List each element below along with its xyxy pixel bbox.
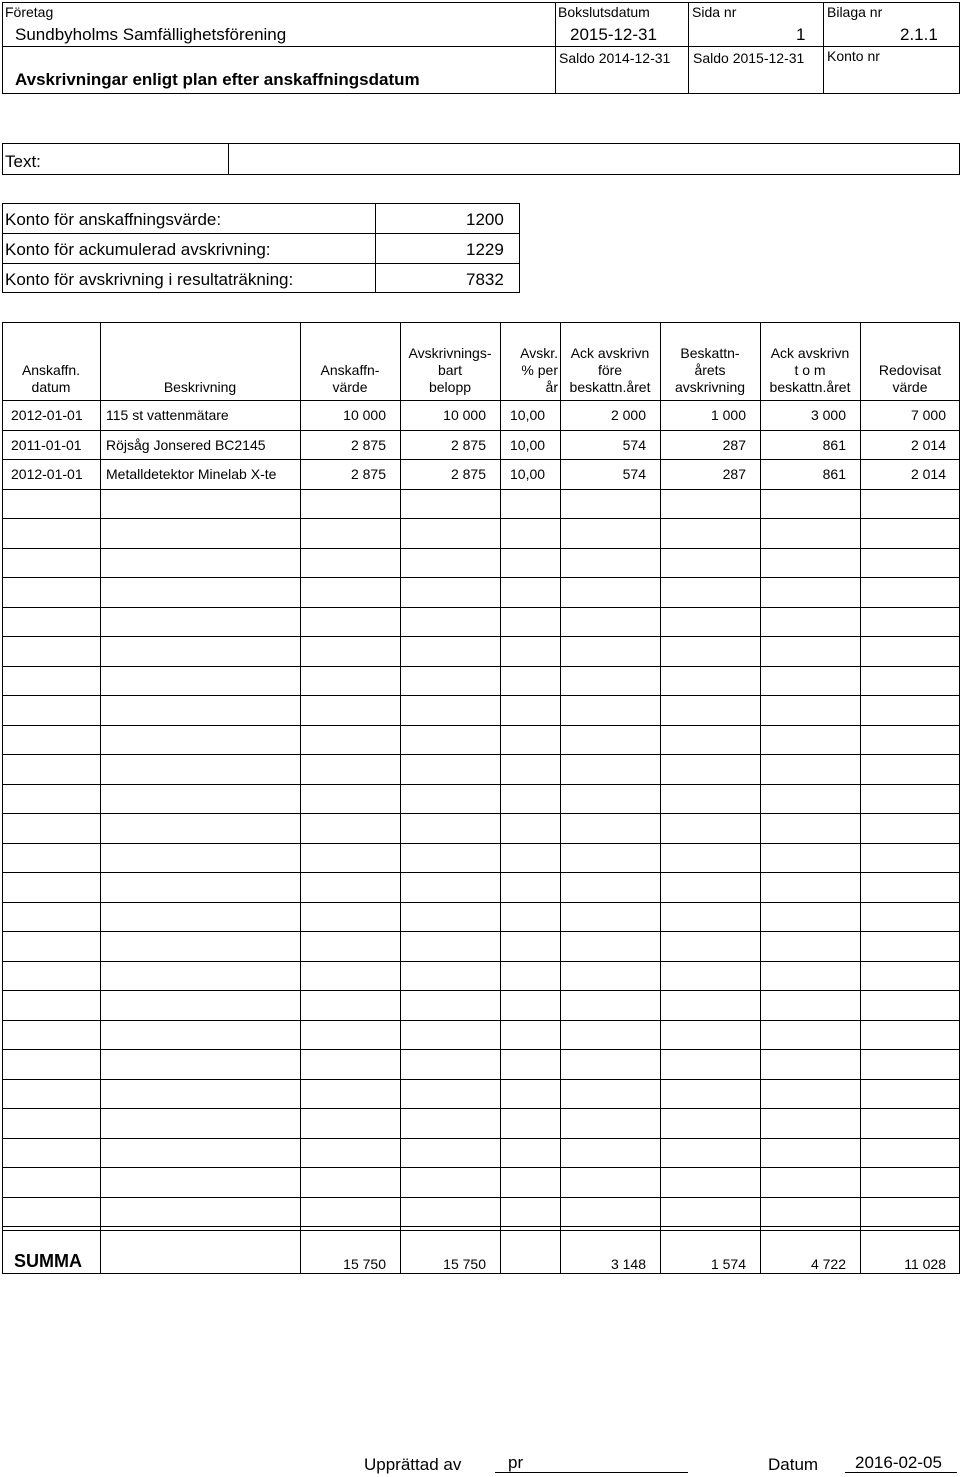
bokslut-label: Bokslutsdatum (558, 4, 650, 20)
row-value: 574 (622, 466, 646, 482)
bilaga-number: 2.1.1 (900, 25, 938, 44)
account-label: Konto för avskrivning i resultaträkning: (5, 270, 294, 289)
column-header-line: beskattn.året (769, 379, 851, 395)
column-header (660, 345, 760, 396)
column-header (400, 345, 500, 396)
row-value: 2 875 (450, 466, 486, 482)
date-value: 2016-02-05 (855, 1453, 942, 1472)
summa-value: 3 148 (610, 1256, 646, 1272)
column-header (560, 345, 660, 396)
company-label: Företag (5, 4, 54, 20)
column-header (2, 362, 100, 396)
prepared-label: Upprättad av (364, 1455, 462, 1474)
row-value: 287 (722, 436, 746, 453)
saldo-prev-label: Saldo 2014-12-31 (559, 50, 671, 66)
prepared-by: pr (508, 1453, 524, 1472)
summa-value: 4 722 (810, 1256, 846, 1272)
column-header (510, 345, 560, 396)
column-header (860, 362, 960, 396)
column-header-line: år (545, 379, 558, 395)
row-value: 2 000 (610, 407, 646, 423)
row-date: 2012-01-01 (11, 466, 83, 482)
column-header-line: datum (31, 379, 71, 395)
column-header (760, 345, 860, 396)
account-value: 7832 (466, 270, 504, 289)
column-header-line: Anskaffn- (320, 362, 380, 378)
column-header-line: Ack avskrivn (570, 345, 650, 361)
row-value: 287 (722, 466, 746, 482)
column-header-line: avskrivning (674, 379, 746, 395)
account-value: 1229 (466, 240, 504, 259)
row-date: 2011-01-01 (11, 436, 82, 453)
column-header-line: värde (892, 379, 928, 395)
date-label: Datum (768, 1455, 819, 1474)
column-header-line: Anskaffn. (21, 362, 81, 378)
column-header (100, 379, 300, 396)
text-label: Text: (5, 152, 41, 171)
company-name: Sundbyholms Samfällighetsförening (15, 25, 287, 44)
row-description: Metalldetektor Minelab X-te (106, 466, 277, 482)
text-box (2, 143, 960, 175)
row-description: Röjsåg Jonsered BC2145 (106, 436, 266, 453)
column-header-line: % per (521, 362, 558, 378)
summa-value: 1 574 (710, 1256, 746, 1272)
row-value: 2 875 (450, 436, 486, 453)
saldo-curr-label: Saldo 2015-12-31 (693, 50, 805, 66)
row-value: 10,00 (510, 436, 546, 453)
row-value: 7 000 (910, 407, 946, 423)
bilaga-label: Bilaga nr (827, 4, 883, 20)
row-value: 861 (822, 466, 846, 482)
column-header (300, 362, 400, 396)
row-value: 861 (822, 436, 846, 453)
asset-table (2, 322, 960, 1274)
row-value: 10,00 (510, 466, 546, 482)
account-value: 1200 (466, 210, 504, 229)
summa-value: 15 750 (443, 1256, 486, 1272)
column-header-line: Beskattn- (680, 345, 740, 361)
row-value: 10,00 (510, 407, 546, 423)
column-header-line: Avskr. (520, 345, 558, 361)
page-label: Sida nr (692, 4, 737, 20)
column-header-line: årets (694, 362, 726, 378)
column-header-line: bart (437, 362, 463, 378)
bokslut-date: 2015-12-31 (570, 25, 657, 44)
column-header-line: före (597, 362, 623, 378)
column-header-line: Ack avskrivn (770, 345, 850, 361)
summa-value: 11 028 (904, 1256, 946, 1272)
account-label: Konto för anskaffningsvärde: (5, 210, 222, 229)
page-title: Avskrivningar enligt plan efter anskaffningsdatum (15, 70, 420, 89)
column-header-line: Redovisat (878, 362, 942, 378)
row-value: 2 014 (910, 466, 946, 482)
row-value: 3 000 (810, 407, 846, 423)
row-value: 574 (622, 436, 646, 453)
row-value: 1 000 (710, 407, 746, 423)
column-header-line: belopp (428, 379, 472, 395)
row-value: 10 000 (343, 407, 386, 423)
row-value: 2 875 (350, 466, 386, 482)
column-header-line: Avskrivnings- (408, 345, 492, 361)
konto-label: Konto nr (827, 48, 880, 64)
row-value: 10 000 (443, 407, 486, 423)
column-header-line: Beskrivning (163, 379, 237, 395)
row-description: 115 st vattenmätare (106, 407, 229, 423)
row-date: 2012-01-01 (11, 407, 83, 423)
summa-label: SUMMA (14, 1251, 82, 1271)
row-value: 2 014 (910, 436, 946, 453)
row-value: 2 875 (350, 436, 386, 453)
page-number: 1 (796, 25, 806, 44)
column-header-line: värde (332, 379, 368, 395)
account-label: Konto för ackumulerad avskrivning: (5, 240, 271, 259)
column-header-line: beskattn.året (569, 379, 651, 395)
column-header-line: t o m (794, 362, 826, 378)
summa-value: 15 750 (343, 1256, 386, 1272)
